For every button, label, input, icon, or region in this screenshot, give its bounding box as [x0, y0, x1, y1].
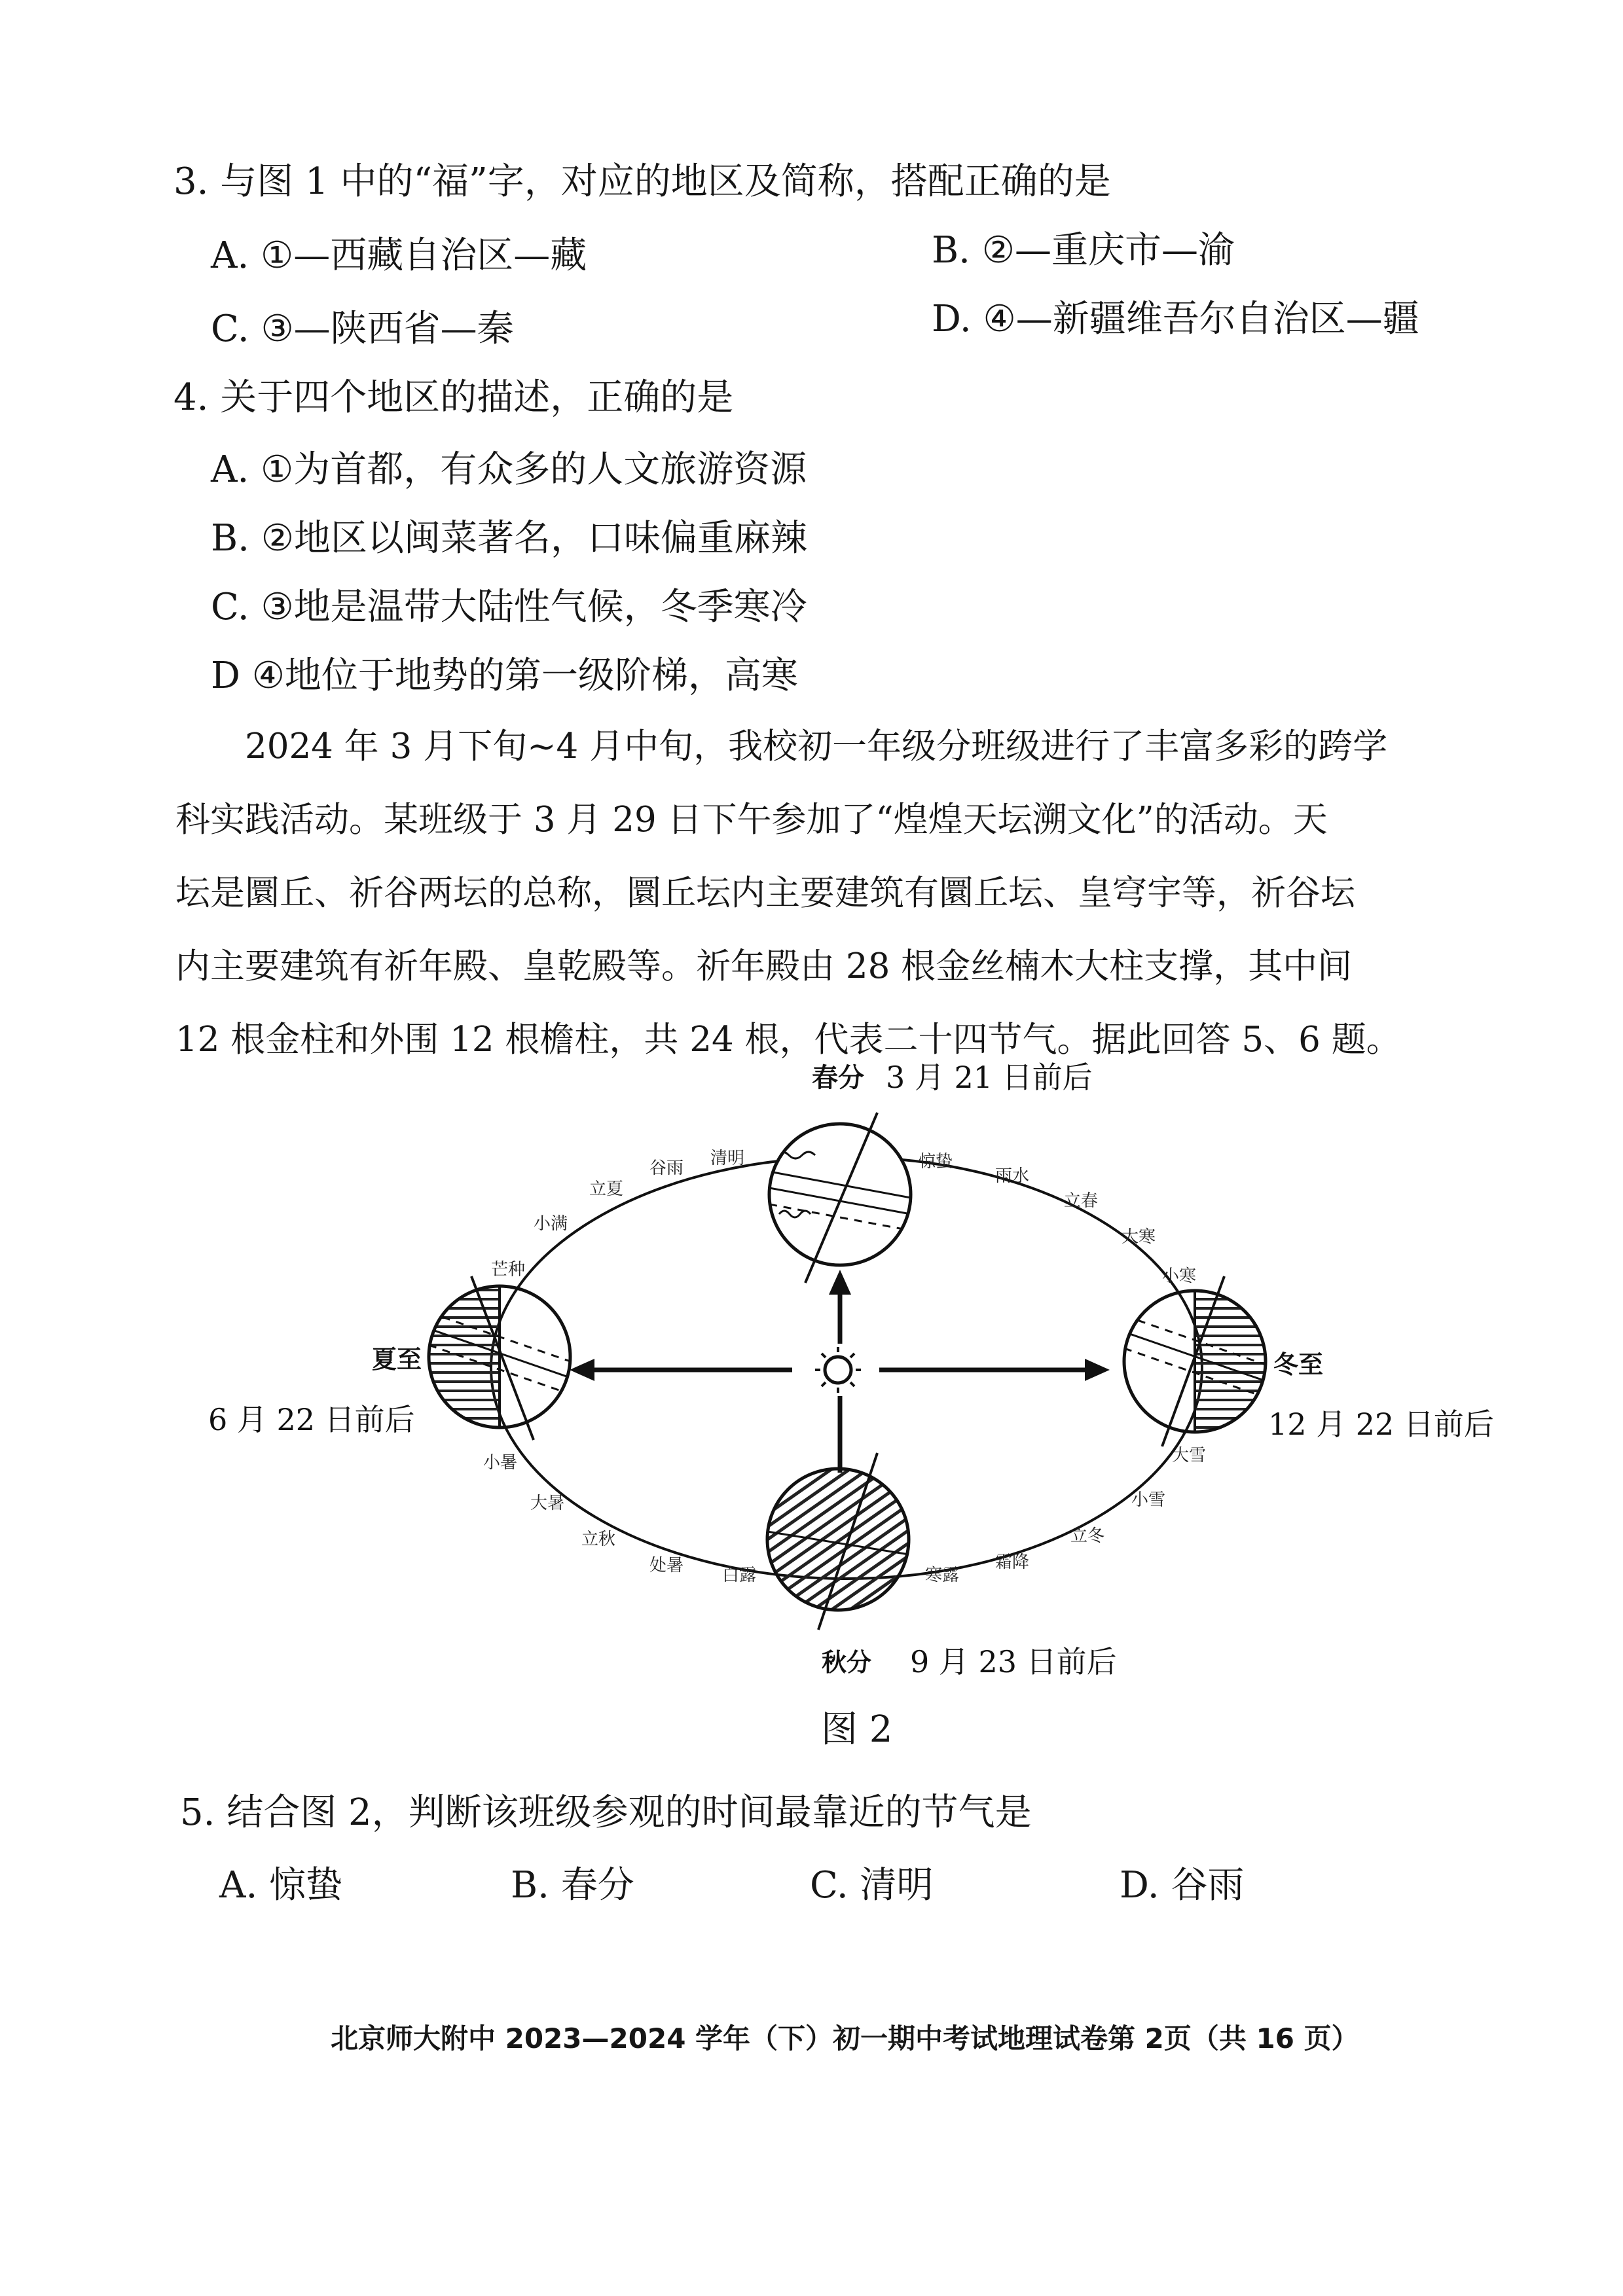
term-xiaoshu: 小暑 — [483, 1453, 518, 1473]
q4-option-d: D ④地位于地势的第一级阶梯，高寒 — [211, 655, 798, 697]
passage-line-3: 坛是圜丘、祈谷两坛的总称，圜丘坛内主要建筑有圜丘坛、皇穹宇等，祈谷坛 — [175, 873, 1355, 913]
q3-option-a: A. ①—西藏自治区—藏 — [211, 234, 587, 277]
q3-stem: 3. 与图 1 中的“福”字，对应的地区及简称，搭配正确的是 — [173, 160, 1111, 203]
earth-spring-equinox — [769, 1113, 911, 1283]
earth-winter-solstice — [1124, 1276, 1266, 1446]
q3-option-d: D. ④—新疆维吾尔自治区—疆 — [932, 298, 1419, 340]
term-lixia: 立夏 — [589, 1179, 624, 1199]
q3-option-b: B. ②—重庆市—渝 — [932, 229, 1235, 272]
spring-equinox-label: 春分 — [812, 1063, 864, 1093]
summer-solstice-date: 6 月 22 日前后 — [208, 1402, 415, 1437]
term-xiaohan: 小寒 — [1162, 1266, 1197, 1286]
term-dahan: 大寒 — [1122, 1227, 1156, 1247]
winter-solstice-date: 12 月 22 日前后 — [1268, 1407, 1494, 1442]
q5-option-d: D. 谷雨 — [1120, 1864, 1245, 1907]
q5-stem: 5. 结合图 2，判断该班级参观的时间最靠近的节气是 — [180, 1791, 1032, 1834]
earth-summer-solstice — [429, 1276, 570, 1440]
autumn-equinox-label: 秋分 — [822, 1648, 872, 1677]
summer-solstice-label: 夏至 — [372, 1345, 422, 1374]
term-dashu: 大暑 — [530, 1494, 565, 1513]
term-yushui: 雨水 — [995, 1166, 1030, 1186]
q5-option-c: C. 清明 — [810, 1864, 934, 1907]
earth-autumn-equinox — [767, 1453, 909, 1630]
q5-option-a: A. 惊蛰 — [219, 1864, 343, 1907]
passage-line-2: 科实践活动。某班级于 3 月 29 日下午参加了“煌煌天坛溯文化”的活动。天 — [175, 800, 1328, 840]
passage-line-1: 2024 年 3 月下旬~4 月中旬，我校初一年级分班级进行了丰富多彩的跨学 — [245, 726, 1388, 766]
passage-line-5: 12 根金柱和外围 12 根檐柱，共 24 根，代表二十四节气。据此回答 5、6 题。 — [175, 1020, 1401, 1060]
term-shuangjiang: 霜降 — [995, 1552, 1030, 1572]
term-chushu: 处暑 — [649, 1556, 684, 1575]
term-mangzhong: 芒种 — [491, 1260, 526, 1280]
term-liqiu: 立秋 — [581, 1530, 616, 1549]
term-xiaoman: 小满 — [534, 1214, 568, 1234]
term-lidong: 立冬 — [1070, 1526, 1105, 1546]
q4-stem: 4. 关于四个地区的描述，正确的是 — [173, 376, 734, 419]
passage-line-4: 内主要建筑有祈年殿、皇乾殿等。祈年殿由 28 根金丝楠木大柱支撑，其中间 — [175, 946, 1353, 986]
q4-option-b: B. ②地区以闽菜著名，口味偏重麻辣 — [211, 517, 807, 560]
term-xiaoxue: 小雪 — [1131, 1490, 1166, 1510]
winter-solstice-label: 冬至 — [1273, 1350, 1324, 1379]
passage — [175, 710, 1480, 1077]
q4-option-c: C. ③地是温带大陆性气候，冬季寒冷 — [211, 586, 807, 628]
figure-caption: 图 2 — [821, 1708, 893, 1751]
q4-option-a: A. ①为首都，有众多的人文旅游资源 — [211, 448, 807, 491]
earth-orbit-diagram — [183, 1047, 1512, 1695]
q5-option-b: B. 春分 — [511, 1864, 634, 1907]
term-guyu: 谷雨 — [649, 1158, 684, 1178]
page-footer: 北京师大附中 2023—2024 学年（下）初一期中考试地理试卷第 2页（共 16 页） — [331, 2022, 1359, 2054]
autumn-equinox-date: 9 月 23 日前后 — [910, 1644, 1117, 1679]
q3-option-c: C. ③—陕西省—秦 — [211, 308, 514, 350]
spring-equinox-date: 3 月 21 日前后 — [886, 1060, 1093, 1095]
term-lichun: 立春 — [1064, 1191, 1099, 1211]
term-daxue: 大雪 — [1172, 1446, 1207, 1465]
term-jingzhe: 惊蛰 — [919, 1152, 953, 1172]
term-bailu: 白露 — [722, 1566, 757, 1585]
sun-icon — [815, 1347, 861, 1393]
term-hanlu: 寒露 — [925, 1566, 960, 1585]
term-qingming: 清明 — [710, 1149, 745, 1168]
